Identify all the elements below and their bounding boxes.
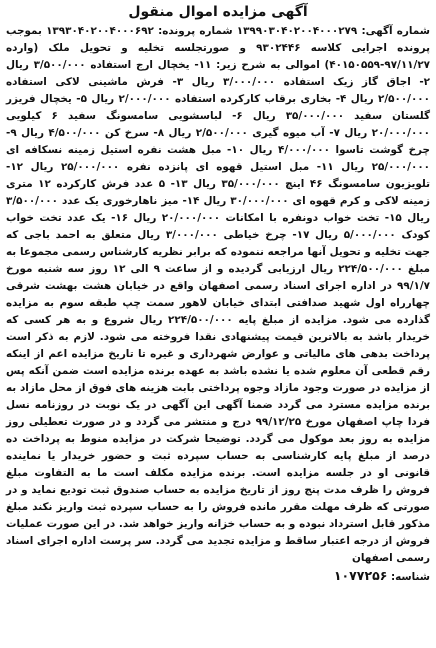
code-label: شناسه: [390, 571, 430, 583]
code-value: ۱۰۷۷۲۵۶ [333, 568, 388, 583]
notice-footer [6, 567, 430, 586]
notice-title: آگهی مزایده اموال منقول [128, 4, 308, 20]
notice-body: شماره آگهی: ۱۳۹۹۰۳۰۴۰۲۰۰۴۰۰۰۲۷۹ شماره پرونده: ۱۳۹۳۰۴۰۲۰۰۴۰۰۰۶۹۲ بموجب پرونده اجرایی کلاسه ۹۳۰۲۴۴۶ و صورتجلسه تخلیه و تحویل ملک (وارده ۹۷/۱۱/۲۷-۴۰۱۵۰۵۵۹) اموالی به شرح زیر: ۱۱- یخچال ارج استفاده ۳/۵۰۰/۰۰۰ ریال ۲- اجاق گاز زیک استفاده ۳/۰۰۰/۰۰۰ ریال ۳- فرش ماشینی لاکی استفاده ۲/۵۰۰/۰۰۰ ریال ۴- بخاری برقاب کارکرده استفاده ۲/۰۰۰/۰۰۰ ریال ۵- یخچال فریزر گلستان سفید ۳۵/۰۰۰/۰۰۰ ریال ۶- لباسشویی سامسونگ سفید ۶ کیلویی ۲۰/۰۰۰/۰۰۰ ریال ۷- آب میوه گیری ۲/۵۰۰/۰۰۰ ریال ۸- سرخ کن ۴/۵۰۰/۰۰۰ ریال ۹- چرخ گوشت تاسوا ۴/۰۰۰/۰۰۰ ریال ۱۰- مبل هشت نفره استیل زمینه نسکافه ای ۲۵/۰۰۰/۰۰۰ ریال ۱۱- مبل استیل قهوه ای پانزده نفره ۲۵/۰۰۰/۰۰۰ ریال ۱۲- تلویزیون سامسونگ ۴۶ اینچ ۳۵/۰۰۰/۰۰۰ ریال ۱۳- ۵ عدد فرش کارکرده ۱۲ متری زمینه لاکی و کرم قهوه ای ۳۰/۰۰۰/۰۰۰ ریال ۱۴- میز ناهارخوری یک عدد ۳/۵۰۰/۰۰۰ ریال ۱۵- تخت خواب دونفره با امکانات ۲۰/۰۰۰/۰۰۰ ریال ۱۶- یک عدد تخت خواب کودک ۵/۰۰۰/۰۰۰ ریال ۱۷- چرخ خیاطی ۳/۰۰۰/۰۰۰ ریال متعلق به احمد باجی که جهت تخلیه و تحویل آنها مراجعه ننموده که برابر نظریه کارشناس رسمی مجموعا به مبلغ ۲۲۴/۵۰۰/۰۰۰ ریال ارزیابی گردیده و از ساعت ۹ الی ۱۲ روز سه شنبه مورخ ۹۹/۱/۷ در اداره اجرای اسناد رسمی اصفهان واقع در خیابان هشت بهشت شرقی چهارراه اول شهید صدافتی ابتدای خیابان لاهور سمت چپ طبقه سوم به مزایده گذارده می شود. مزایده از مبلغ پایه ۲۲۴/۵۰۰/۰۰۰ ریال شروع و به هر کسی که خریدار باشد به بالاترین قیمت پیشنهادی نقدا فروخته می شود. لازم به ذکر است پرداخت بدهی های مالیاتی و عوارض شهرداری و غیره تا تاریخ مزایده اعم از اینکه رقم قطعی آن معلوم شده یا نشده باشد به عهده برنده مزایده است ضمن آنکه پس از مزایده در صورت وجود مازاد وجوه پرداختی بابت هزینه های فوق از محل مازاد به برنده مزایده مسترد می گردد ضمنا آگهی این آگهی در یک نوبت در روزنامه نسل فردا چاپ اصفهان مورخ ۹۹/۱۲/۲۵ درج و منتشر می گردد و در صورت تعطیلی روز مزایده به روز بعد موکول می گردد. توضیحا شرکت در مزایده منوط به پرداخت ده درصد از مبلغ پایه کارشناسی به حساب سپرده ثبت و حضور خریدار یا نماینده قانونی او در جلسه مزایده است. برنده مزایده مکلف است ما به التفاوت مبلغ فروش را ظرف مدت پنج روز از تاریخ مزایده به حساب صندوق ثبت تودیع نماید و در صورتی که ظرف مهلت مقرر مانده فروش را به حساب سپرده ثبت واریز نکند مبلغ مذکور قابل استرداد نبوده و به حساب خزانه واریز خواهد شد. در این صورت عملیات فروش از درجه اعتبار ساقط و مزایده تجدید می گردد. سر پرست اداره اجرای اسناد رسمی اصفهان [6, 25, 431, 564]
